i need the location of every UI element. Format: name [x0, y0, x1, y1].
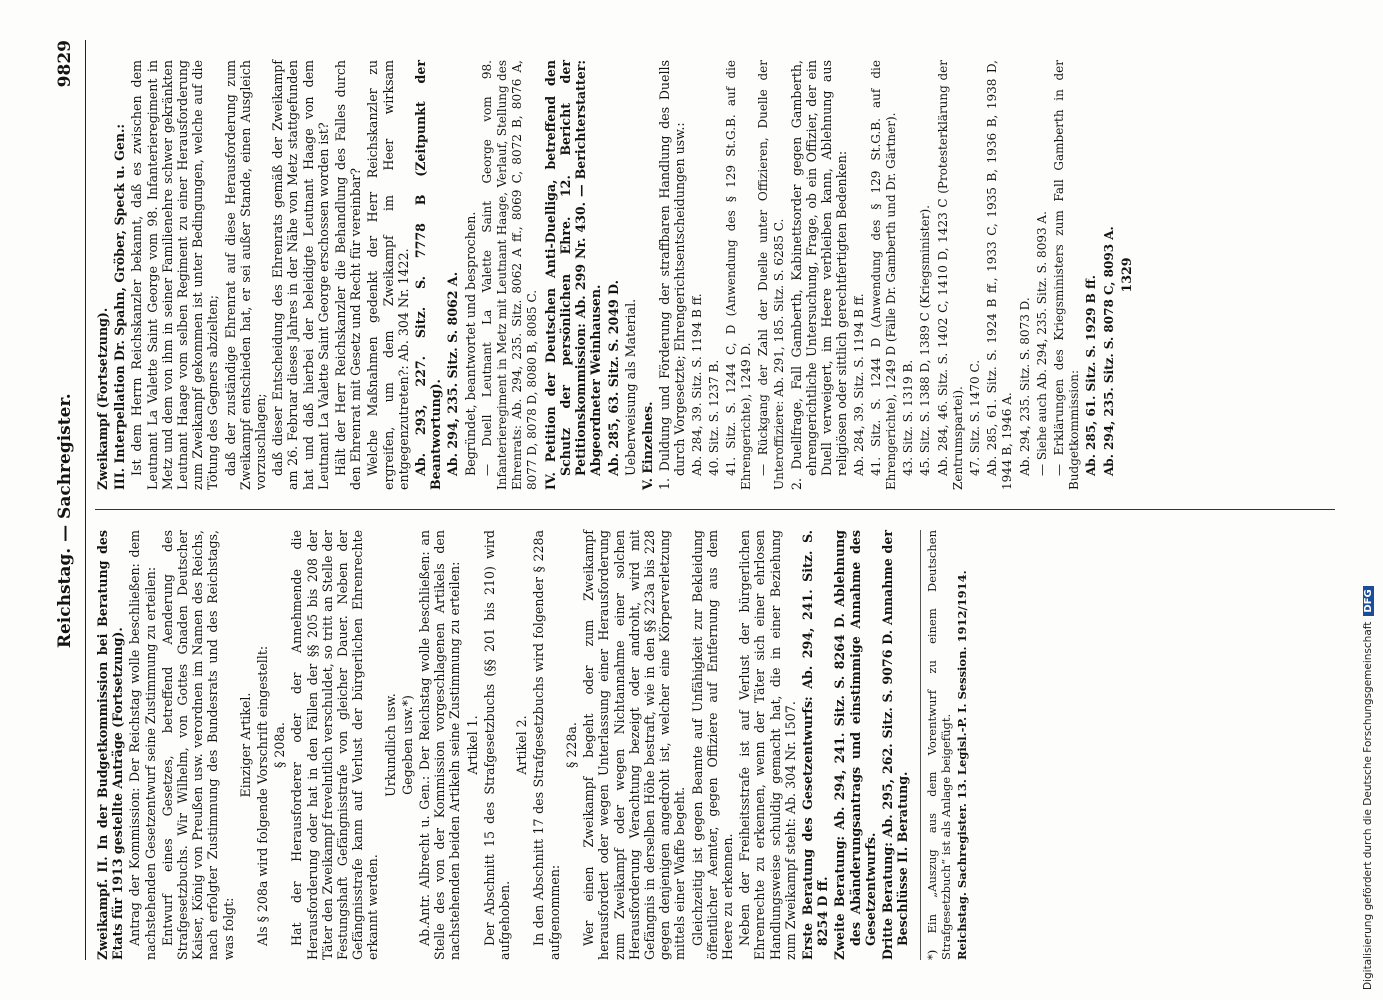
- reference: — Siehe auch Ab. 294, 235. Sitz. S. 8093 A.: [1034, 211, 1049, 476]
- paragraph: Entwurf eines Gesetzes, betreffend Aenderung des Strafgesetzbuchs. Wir Wilhelm, von Gottes Gnaden Deutscher Kaiser, König von Preußen usw. verordnen im Namen des Reichs, nach erfolgter Zustimmung des Bundesrats und des Reichstags, was folgt:: [159, 530, 236, 960]
- article-heading: Einziger Artikel.: [237, 692, 253, 798]
- paragraph: Ab. 285, 63. Sitz. S. 2049 D.: [605, 279, 621, 476]
- reference: Ab. 285, 61. Sitz. S. 1924 B ff., 1933 C, 1935 B, 1936 B, 1938 D, 1944 B, 1946 A.: [985, 60, 1015, 490]
- reference: 45. Sitz. S. 1388 D, 1389 C (Kriegsminister).: [918, 205, 933, 476]
- paragraph: Dritte Beratung: Ab. 295, 262. Sitz. S. 9076 D. Annahme der Beschlüsse II. Beratung.: [879, 530, 911, 960]
- page-footer: Reichstag. Sachregister. 13. Legisl.-P. I. Session. 1912/1914.: [955, 570, 970, 960]
- reference: Ab. 284, 39. Sitz. S. 1194 B ff.: [851, 293, 866, 476]
- left-column: [95, 530, 971, 960]
- running-title: Reichstag. — Sachregister.: [55, 393, 75, 649]
- article-heading: Artikel 2.: [514, 715, 530, 775]
- credit-text: Digitalisierung gefördert durch die Deutsche Forschungsgemeinschaft: [1362, 621, 1374, 990]
- section-heading: III. Interpellation Dr. Spahn, Gröber, Speck u. Gen.:: [112, 123, 128, 490]
- dfg-logo: DFG: [1363, 586, 1374, 615]
- paragraph: Ab. 293, 227. Sitz. S. 7778 B (Zeitpunkt der Beantwortung).: [413, 60, 444, 490]
- paragraph-heading: § 208a.: [272, 722, 288, 768]
- paragraph: In den Abschnitt 17 des Strafgesetzbuchs wird folgender § 228a aufgenommen:: [531, 530, 562, 960]
- paragraph-heading: § 228a.: [563, 722, 579, 768]
- paragraph: Antrag der Kommission: Der Reichstag wolle beschließen: dem nachstehenden Gesetzentwurf seine Zustimmung zu erteilen:: [127, 530, 158, 960]
- paragraph: Hält der Herr Reichskanzler die Behandlung des Falles durch den Ehrenrat mit Gesetz und Recht für vereinbar?: [333, 60, 364, 490]
- column-divider: [95, 509, 1335, 510]
- footnote: [920, 530, 969, 960]
- reference: Ab. 285, 61. Sitz. S. 1929 B ff.: [1084, 275, 1099, 476]
- paragraph: Als § 208a wird folgende Vorschrift eingestellt:: [255, 645, 271, 946]
- header-rule: [85, 40, 86, 960]
- reference: 47. Sitz. S. 1470 C.: [967, 359, 982, 476]
- reference: 43. Sitz. S. 1319 B.: [901, 359, 916, 476]
- paragraph: daß dieser Entscheidung des Ehrenrats gemäß der Zweikampf am 26. Februar dieses Jahres in der Nähe von Metz stattgefunden hat und daß hierbei der beleidigte Leutnant Haage von dem Leutnant La Valette Saint George erschossen worden ist?: [270, 60, 331, 490]
- header-spacer: [55, 954, 75, 960]
- reference: Ab. 294, 235. Sitz. S. 8078 C, 8093 A.: [1101, 226, 1116, 476]
- paragraph: Erste Beratung des Gesetzentwurfs: Ab. 294, 241. Sitz. S. 8254 D ff.: [799, 530, 831, 960]
- reference: Ab. 294, 235. Sitz. S. 8073 D.: [1017, 297, 1032, 476]
- paragraph: Ab.Antr. Albrecht u. Gen.: Der Reichstag wolle beschließen: an Stelle des von der Kommission vorgeschlagenen Artikels den nachstehenden beiden Artikeln seine Zustimmung zu erteilen:: [417, 530, 463, 960]
- footnote-text: *) Ein „Auszug aus dem Vorentwurf zu einem Deutschen Strafgesetzbuch“ ist als Anlage beigefügt.: [925, 530, 954, 960]
- digitization-credit: [1362, 0, 1374, 990]
- paragraph: Ueberweisung als Material.: [622, 298, 638, 476]
- paragraph: Hat der Herausforderer oder der Annehmende die Herausforderung oder hat in den Fällen der §§ 205 bis 208 der Täter den Zweikampf frevelntlich verschuldet, so tritt an Stelle der Festungshaft Gefängnisstrafe von gleicher Dauer. Neben der Gefängnisstrafe kann auf Verlust der bürgerlichen Ehrenrechte erkannt werden.: [289, 530, 381, 960]
- reference: 41. Sitz. S. 1244 D (Anwendung des § 129 St.G.B. auf die Ehrengerichte), 1249 D (Fälle Dr. Gamberth und Dr. Gärtner).: [868, 60, 898, 490]
- right-column: [95, 60, 1136, 490]
- paragraph: Welche Maßnahmen gedenkt der Herr Reichskanzler zu ergreifen, um dem Zweikampf im Heer wirksam entgegenzutreten?: Ab. 304 Nr. 1422.: [365, 60, 411, 490]
- section-heading: IV. Petition der Deutschen Anti-Duelliga, betreffend den Schutz der persönlichen Ehre. 12. Bericht der Petitionskommission: Ab. 299 Nr. 430. — Berichterstatter: Abgeordneter Weinhausen.: [542, 60, 604, 490]
- section-heading: [95, 530, 125, 960]
- list-item: 2. Duellfrage, Fall Gamberth, Kabinettsorder gegen Gamberth, ehrengerichtliche Untersuchung, Frage, ob ein Offizier, der ein Duell verweigert, im Heere verbleiben kann, Ablehnung aus religiösen oder sittlich gerechtfertigten Bedenken:: [788, 60, 850, 490]
- paragraph: daß der zuständige Ehrenrat auf diese Herausforderung zum Zweikampf entschieden hat, er sei außer Stande, einen Ausgleich vorzuschlagen;: [222, 60, 269, 490]
- paragraph: Begründet, beantwortet und besprochen.: [462, 211, 478, 476]
- bottom-page-number: 1329: [1118, 257, 1134, 293]
- section-heading: V. Einzelnes.: [639, 401, 655, 490]
- paragraph: Gegeben usw.*): [399, 695, 415, 795]
- reference: — Rückgang der Zahl der Duelle unter Offizieren, Duelle der Unteroffiziere: Ab. 291, 185. Sitz. S. 6285 C.: [756, 60, 786, 490]
- paragraph: Gleichzeitig ist gegen Beamte auf Unfähigkeit zur Bekleidung öffentlicher Aemter, gegen Offiziere auf Entfernung aus dem Heere zu erkennen.: [689, 530, 735, 960]
- reference: — Erklärungen des Kriegsministers zum Fall Gamberth in der Budgetkommission:: [1051, 60, 1082, 490]
- reference: Ab. 284, 46. Sitz. S. 1402 C, 1410 D, 1423 C (Protesterklärung der Zentrumspartei).: [935, 60, 965, 490]
- paragraph: Urkundlich usw.: [382, 693, 398, 797]
- paragraph: Wer einen Zweikampf begeht oder zum Zweikampf herausfordert oder wegen Unterlassung einer Herausforderung zum Zweikampf oder wegen Nichtannahme einer solchen Herausforderung Verachtung bezeigt oder androht, wird mit Gefängnis in derselben Höhe bestraft, wie in den §§ 223a bis 228 gegen denjenigen angedroht ist, welcher eine Körperverletzung mittels einer Waffe begeht.: [581, 530, 688, 960]
- paragraph: Ist dem Herrn Reichskanzler bekannt, daß es zwischen dem Leutnant La Valette Saint George vom 98. Infanterieregiment in Metz und dem von ihm in seiner Familienehre schwer gekränkten Leutnant Haage vom selben Regiment zu einer Herausforderung zum Zweikampf gekommen ist unter Bedingungen, welche auf die Tötung des Gegners abzielten;: [129, 60, 221, 490]
- paragraph: Zweite Beratung: Ab. 294, 241. Sitz. S. 8264 D. Ablehnung des Abänderungsantrags und einstimmige Annahme des Gesetzentwurfs.: [832, 530, 878, 960]
- rotated-page-content: [45, 40, 1345, 960]
- paragraph: — Duell Leutnant La Valette Saint George vom 98. Infanterieregiment in Metz mit Leutnant Haage, Verlauf, Stellung des Ehrenrats: Ab. 294, 235. Sitz. 8062 A ff., 8069 C, 8072 B, 8076 A, 8077 D, 8078 D, 8080 B, 8085 C.: [479, 60, 540, 490]
- entry-head: Zweikampf (Fortsetzung).: [95, 307, 110, 490]
- entry-head: Zweikampf.: [95, 878, 110, 960]
- page-header: [45, 40, 85, 960]
- page-number: 9829: [55, 40, 75, 88]
- article-heading: Artikel 1.: [464, 715, 480, 775]
- list-item: 1. Duldung und Förderung der straffbaren Handlung des Duells durch Vorgesetzte; Ehrengerichtsentscheidungen usw.:: [657, 60, 688, 490]
- reference: 41. Sitz. S. 1244 C, D (Anwendung des § 129 St.G.B. auf die Ehrengerichte), 1249 D.: [723, 60, 754, 490]
- section-title: II. In der Budgetkommission bei Beratung des Etats für 1913 gestellte Anträge (Fortsetzung).: [95, 530, 126, 960]
- paragraph: Neben der Freiheitsstrafe ist auf Verlust der bürgerlichen Ehrenrechte zu erkennen, wenn der Täter sich einer ehrlosen Handlungsweise schuldig gemacht hat, die in einer Beziehung zum Zweikampf steht: Ab. 304 Nr. 1507.: [737, 530, 798, 960]
- reference: Ab. 284, 39. Sitz. S. 1194 B ff.: [689, 293, 704, 476]
- paragraph: Ab. 294, 235. Sitz. S. 8062 A.: [445, 271, 461, 476]
- paragraph: Der Abschnitt 15 des Strafgesetzbuchs (§§ 201 bis 210) wird aufgehoben.: [481, 530, 513, 960]
- reference: 40. Sitz. S. 1237 B.: [706, 359, 721, 476]
